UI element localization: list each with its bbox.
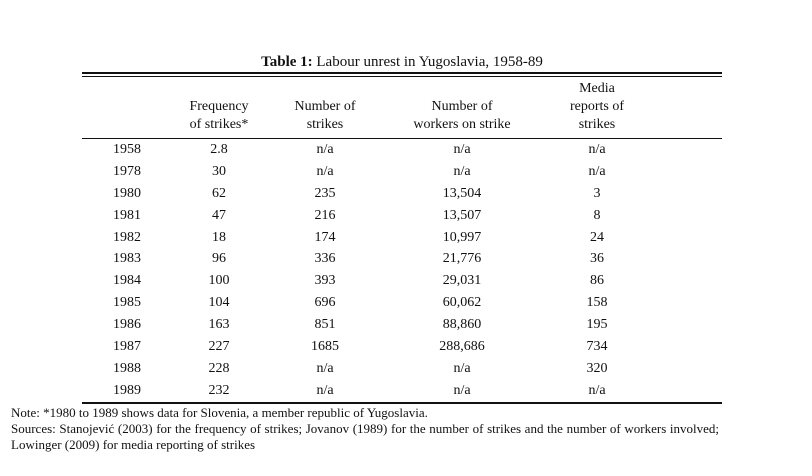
header-line: of strikes* [189,117,249,132]
header-media-reports [552,78,642,134]
table-body [82,139,722,402]
header-frequency [174,78,264,134]
value-cell: 734 [586,339,608,355]
year-cell: 1978 [113,163,141,179]
value-cell: 216 [314,207,336,223]
value-cell: 235 [314,185,336,201]
caption-title: Labour unrest in Yugoslavia, 1958-89 [316,54,543,70]
value-cell: n/a [316,360,334,376]
year-cell: 1983 [113,251,141,267]
value-cell: 158 [586,295,608,311]
value-cell: 228 [208,360,230,376]
value-cell: 174 [314,229,336,245]
value-cell: 13,504 [442,185,482,201]
header-line: workers on strike [413,117,511,132]
value-cell: 10,997 [442,229,482,245]
year-cell: 1989 [113,382,141,398]
value-cell: 29,031 [442,273,482,289]
value-cell: n/a [453,142,471,157]
table-row [82,139,722,161]
year-cell: 1987 [113,339,141,355]
table-row [82,248,722,270]
value-cell: 96 [212,251,226,267]
value-cell: 86 [590,273,604,289]
header-workers-on-strike [392,78,532,134]
value-cell: 851 [314,317,336,333]
year-cell: 1958 [113,142,141,157]
value-cell: 288,686 [439,339,485,355]
value-cell: 8 [593,207,601,223]
table-row [82,292,722,314]
year-cell: 1981 [113,207,141,223]
table-notes [11,405,719,453]
header-line: strikes [578,117,616,132]
caption-label: Table 1: [261,54,313,70]
table-header [82,78,722,136]
value-cell: n/a [453,360,471,376]
value-cell: 18 [212,229,226,245]
value-cell: n/a [453,382,471,398]
header-number-of-strikes [280,78,370,134]
value-cell: 336 [314,251,336,267]
value-cell: 393 [314,273,336,289]
value-cell: n/a [316,382,334,398]
value-cell: 232 [208,382,230,398]
value-cell: 47 [212,207,226,223]
value-cell: 227 [208,339,230,355]
value-cell: 30 [212,163,226,179]
header-line: reports of [569,99,625,114]
value-cell: n/a [588,163,606,179]
header-line: Number of [294,99,356,114]
value-cell: n/a [588,382,606,398]
value-cell: 2.8 [210,142,228,157]
year-cell: 1980 [113,185,141,201]
value-cell: 88,860 [442,317,482,333]
top-rule [82,72,722,74]
value-cell: 195 [586,317,608,333]
header-line: strikes [306,117,344,132]
value-cell: 100 [208,273,230,289]
value-cell: 696 [314,295,336,311]
value-cell: n/a [588,142,606,157]
table-row [82,336,722,358]
value-cell: 104 [208,295,230,311]
value-cell: 36 [590,251,604,267]
year-cell: 1984 [113,273,141,289]
header-line: Media [579,81,615,96]
table-row [82,380,722,402]
table-row [82,227,722,249]
value-cell: 320 [586,360,608,376]
sources-text: Sources: Stanojević (2003) for the frequency of strikes; Jovanov (1989) for the number of strikes and the number of workers involved; Lowinger (2009) for media reporting of strikes [11,421,719,452]
value-cell: n/a [316,163,334,179]
table-row [82,183,722,205]
value-cell: 24 [590,229,604,245]
year-cell: 1988 [113,360,141,376]
note-text: Note: *1980 to 1989 shows data for Slovenia, a member republic of Yugoslavia. [11,405,428,420]
year-cell: 1986 [113,317,141,333]
year-cell: 1982 [113,229,141,245]
value-cell: n/a [316,142,334,157]
bottom-rule [82,402,722,404]
value-cell: n/a [453,163,471,179]
table-row [82,161,722,183]
value-cell: 13,507 [442,207,482,223]
table-row [82,270,722,292]
value-cell: 62 [212,185,226,201]
header-line: Frequency [189,99,249,114]
value-cell: 60,062 [442,295,482,311]
table-row [82,358,722,380]
top-rule-thin [82,76,722,77]
value-cell: 1685 [311,339,339,355]
header-line: Number of [431,99,493,114]
value-cell: 3 [593,185,601,201]
value-cell: 21,776 [442,251,482,267]
year-cell: 1985 [113,295,141,311]
table-row [82,314,722,336]
table-caption [82,53,722,71]
table-row [82,205,722,227]
value-cell: 163 [208,317,230,333]
